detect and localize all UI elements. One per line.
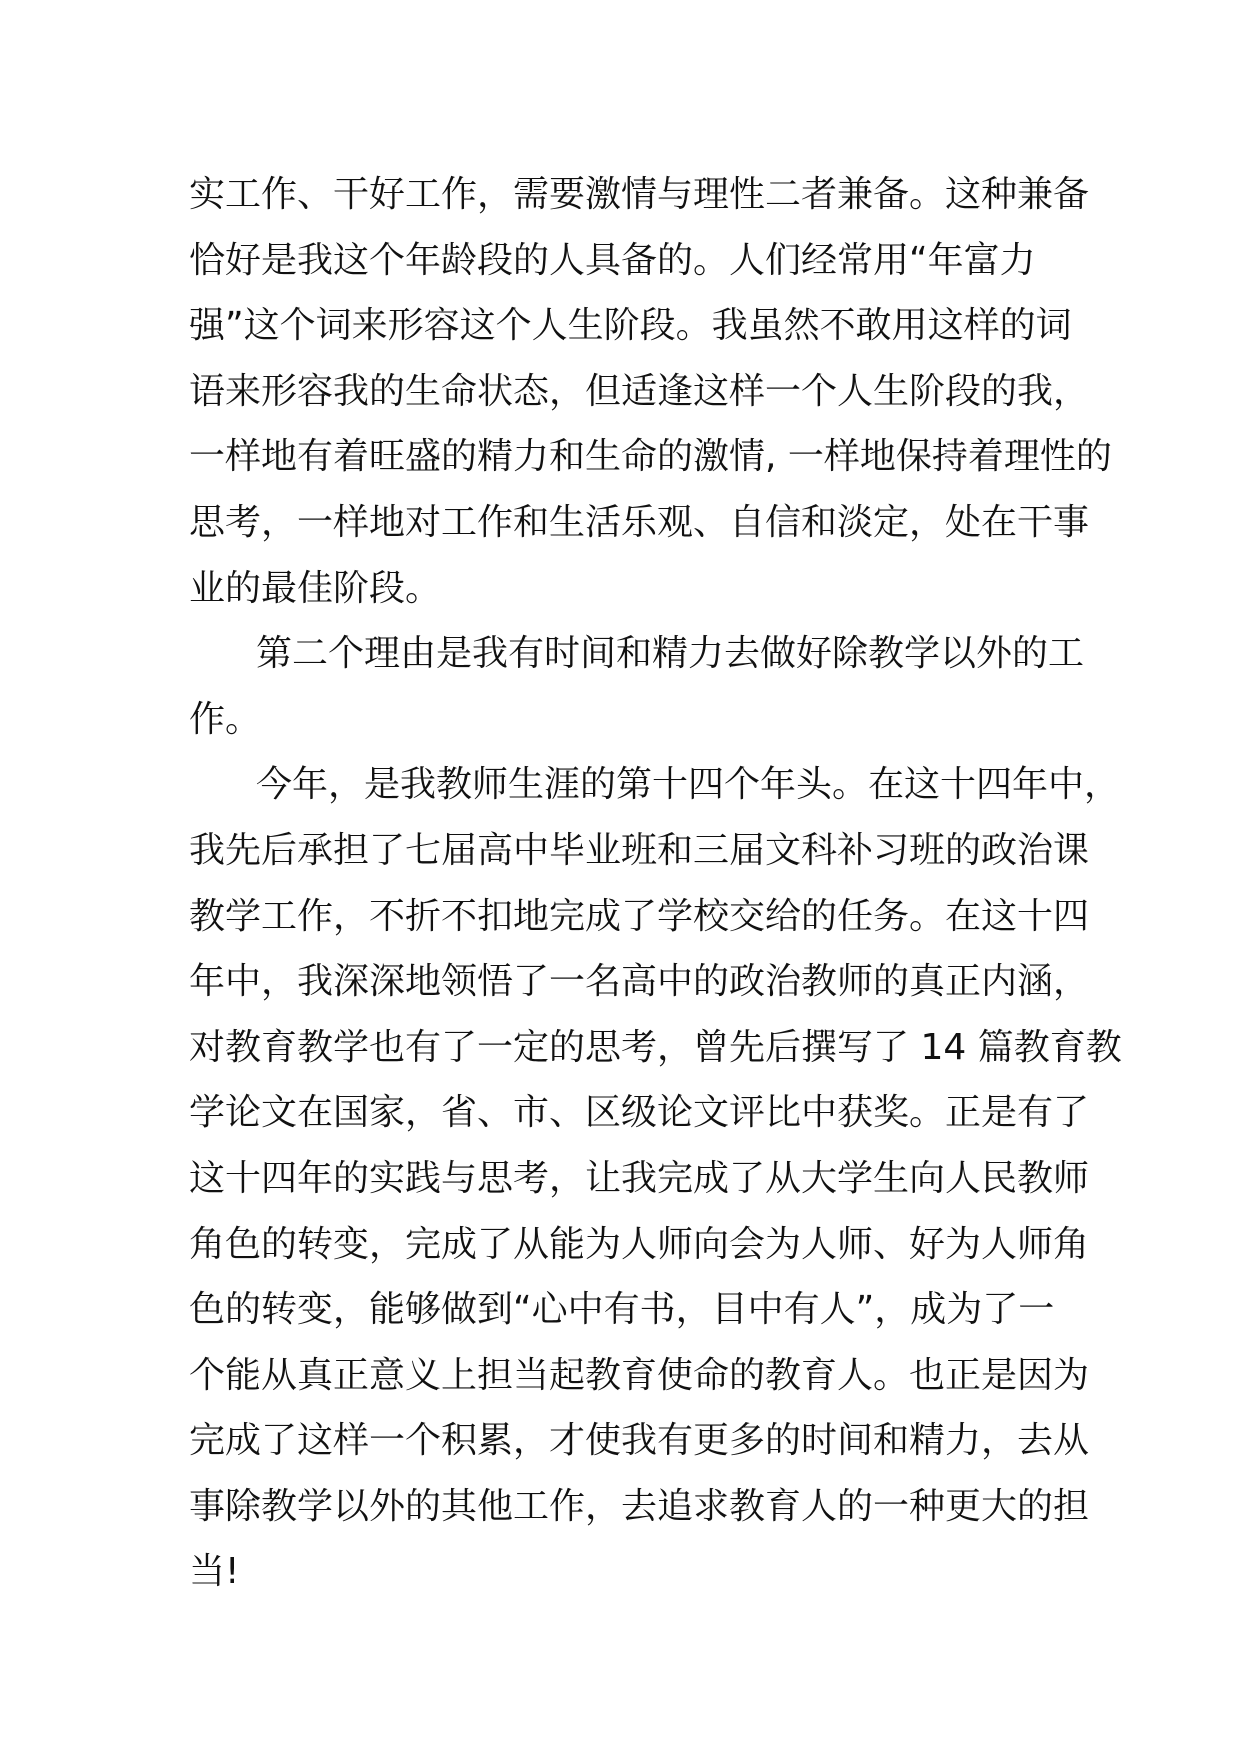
paragraph-first-line: 第二个理由是我有时间和精力去做好除教学以外的工 bbox=[256, 633, 1085, 675]
text-line: 事除教学以外的其他工作，去追求教育人的一种更大的担 bbox=[189, 1485, 1090, 1527]
text-line: 一样地有着旺盛的精力和生命的激情, 一样地保持着理性的 bbox=[189, 436, 1112, 478]
text-line: 这十四年的实践与思考，让我完成了从大学生向人民教师 bbox=[189, 1157, 1090, 1199]
text-line: 完成了这样一个积累，才使我有更多的时间和精力，去从 bbox=[189, 1420, 1090, 1462]
text-line: 作。 bbox=[189, 698, 262, 740]
text-line: 当! bbox=[189, 1551, 240, 1593]
text-line: 色的转变，能够做到“心中有书，目中有人”，成为了一 bbox=[189, 1289, 1055, 1331]
text-line: 恰好是我这个年龄段的人具备的。人们经常用“年富力 bbox=[189, 239, 1036, 281]
body-text bbox=[189, 162, 1122, 1605]
text-line: 教学工作，不折不扣地完成了学校交给的任务。在这十四 bbox=[189, 895, 1090, 937]
text-line: 我先后承担了七届高中毕业班和三届文科补习班的政治课 bbox=[189, 829, 1090, 871]
text-line: 年中，我深深地领悟了一名高中的政治教师的真正内涵， bbox=[189, 961, 1090, 1003]
text-line: 学论文在国家，省、市、区级论文评比中获奖。正是有了 bbox=[189, 1092, 1090, 1134]
text-line: 思考，一样地对工作和生活乐观、自信和淡定，处在干事 bbox=[189, 501, 1090, 543]
text-line: 业的最佳阶段。 bbox=[189, 567, 442, 609]
text-line: 个能从真正意义上担当起教育使命的教育人。也正是因为 bbox=[189, 1354, 1090, 1396]
text-line: 语来形容我的生命状态，但适逢这样一个人生阶段的我， bbox=[189, 370, 1090, 412]
paragraph-first-line: 今年，是我教师生涯的第十四个年头。在这十四年中， bbox=[256, 764, 1121, 806]
text-line: 对教育教学也有了一定的思考，曾先后撰写了 14 篇教育教 bbox=[189, 1026, 1122, 1068]
text-line: 角色的转变，完成了从能为人师向会为人师、好为人师角 bbox=[189, 1223, 1090, 1265]
text-line: 强”这个词来形容这个人生阶段。我虽然不敢用这样的词 bbox=[189, 305, 1072, 347]
text-line: 实工作、干好工作，需要激情与理性二者兼备。这种兼备 bbox=[189, 174, 1090, 215]
